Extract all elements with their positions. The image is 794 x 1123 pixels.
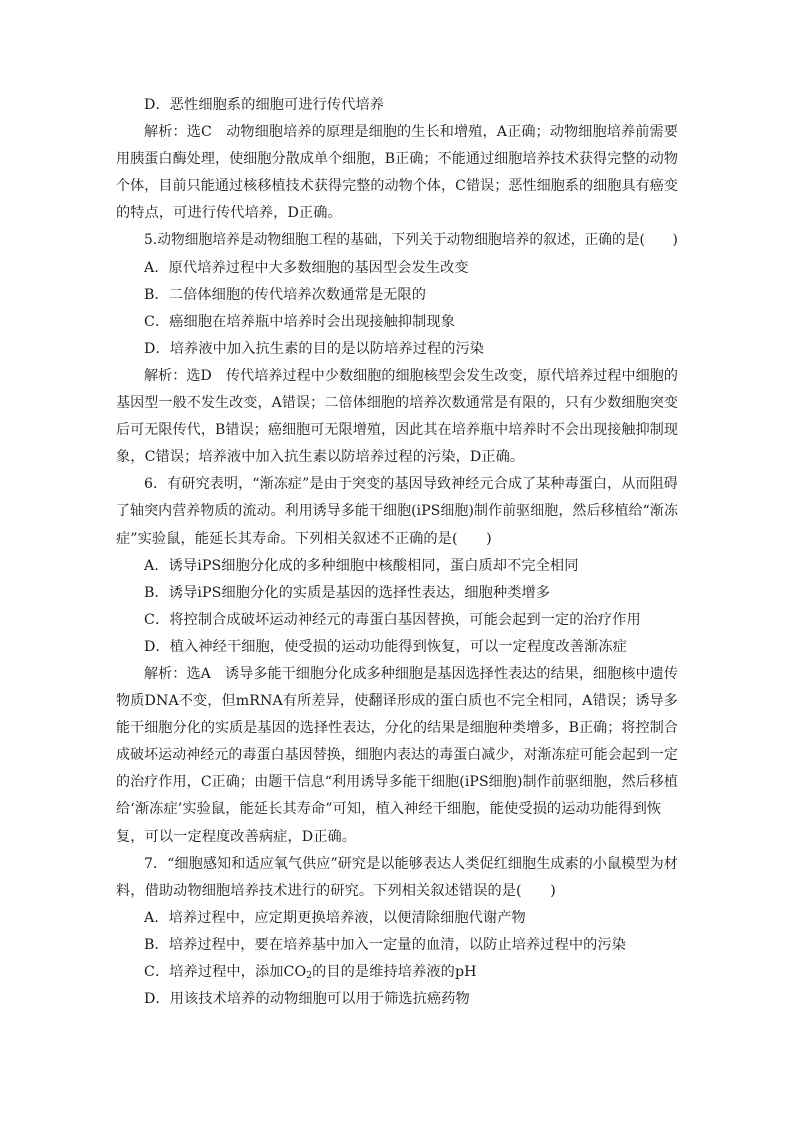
q7-option-c-text-after: 的目的是维持培养液的pH <box>312 964 477 980</box>
q5-analysis-line-1 <box>116 363 678 390</box>
q5-analysis-line-2 <box>116 390 678 417</box>
q6-analysis-line-5 <box>116 769 678 796</box>
q7-option-a: A．培养过程中，应定期更换培养液，以便清除细胞代谢产物 <box>144 909 526 926</box>
line-fit-wrapper: 5.动物细胞培养是动物细胞工程的基础，下列关于动物细胞培养的叙述，正确的是( ) <box>144 232 679 249</box>
line-fit-wrapper: 成破坏运动神经元的毒蛋白基因替换，细胞内表达的毒蛋白减少，对渐冻症可能会起到一定 <box>116 747 679 764</box>
q7-option-c-text-before: C．培养过程中，添加CO <box>144 964 307 980</box>
co2-subscript: 2 <box>306 971 313 981</box>
q6-stem-line-2 <box>116 498 678 525</box>
q6-analysis-line-6: 给‘渐冻症’实验鼠，能延长其寿命”可知，植入神经干细胞，能使受损的运动功能得到恢 <box>116 801 662 818</box>
q6-stem-line-3: 症”实验鼠，能延长其寿命。下列相关叙述不正确的是( ) <box>116 530 492 547</box>
q5-option-d: D．培养液中加入抗生素的目的是以防培养过程的污染 <box>144 340 485 357</box>
q6-option-a: A．诱导iPS细胞分化成的多种细胞中核酸相同，蛋白质却不完全相同 <box>144 557 579 574</box>
q6-option-c: C．将控制合成破坏运动神经元的毒蛋白基因替换，可能会起到一定的治疗作用 <box>144 611 641 628</box>
q4-option-d: D．恶性细胞系的细胞可进行传代培养 <box>144 97 385 113</box>
line-fit-wrapper: 7．“细胞感知和适应氧气供应”研究是以能够表达人类促红细胞生成素的小鼠模型为材 <box>144 855 678 872</box>
q6-analysis-line-4 <box>116 742 678 769</box>
document-page <box>116 92 678 1013</box>
line-fit-wrapper: 物质DNA不变，但mRNA有所差异，使翻译形成的蛋白质也不完全相同，A错误；诱导多 <box>116 693 679 710</box>
q5-option-b: B．二倍体细胞的传代培养次数通常是无限的 <box>144 286 426 303</box>
q6-stem-line-1 <box>116 471 678 498</box>
q4-analysis-line-3 <box>116 173 678 200</box>
q7-option-d: D．用该技术培养的动物细胞可以用于筛选抗癌药物 <box>144 991 470 1008</box>
q7-option-b: B．培养过程中，要在培养基中加入一定量的血清，以防止培养过程中的污染 <box>144 936 627 953</box>
q5-option-a: A．原代培养过程中大多数细胞的基因型会发生改变 <box>144 259 469 276</box>
line-fit-wrapper: 解析：选D 传代培养过程中少数细胞的细胞核型会发生改变，原代培养过程中细胞的 <box>144 367 679 384</box>
q6-option-d: D．植入神经干细胞，使受损的运动功能得到恢复，可以一定程度改善渐冻症 <box>144 638 627 655</box>
line-fit-wrapper: 用胰蛋白酶处理，使细胞分散成单个细胞，B正确；不能通过细胞培养技术获得完整的动物 <box>116 151 679 168</box>
line-fit-wrapper: 解析：选C 动物细胞培养的原理是细胞的生长和增殖，A正确；动物细胞培养前需要 <box>144 124 678 141</box>
line-fit-wrapper: 6．有研究表明，“渐冻症”是由于突变的基因导致神经元合成了某种毒蛋白，从而阻碍 <box>144 476 678 493</box>
q5-option-c: C．癌细胞在培养瓶中培养时会出现接触抑制现象 <box>144 313 455 330</box>
q7-stem-line-2: 料，借助动物细胞培养技术进行的研究。下列相关叙述错误的是( ) <box>116 882 556 899</box>
q7-stem-line-1 <box>116 851 678 878</box>
line-fit-wrapper: 个体，目前只能通过核移植技术获得完整的动物个体，C错误；恶性细胞系的细胞具有癌变 <box>116 178 678 195</box>
line-fit-wrapper: 能干细胞分化的实质是基因的选择性表达，分化的结果是细胞种类增多，B正确；将控制合 <box>116 720 679 737</box>
q6-analysis-line-2 <box>116 688 678 715</box>
q5-stem <box>116 227 678 254</box>
line-fit-wrapper: 了轴突内营养物质的流动。利用诱导多能干细胞(iPS细胞)制作前驱细胞，然后移植给“渐冻 <box>116 503 679 520</box>
line-fit-wrapper: 后可无限传代，B错误；癌细胞可无限增殖，因此其在培养瓶中培养时不会出现接触抑制现 <box>116 422 679 439</box>
line-fit-wrapper: 的治疗作用，C正确；由题干信息“利用诱导多能干细胞(iPS细胞)制作前驱细胞，然后移植 <box>116 774 679 791</box>
line-fit-wrapper: 解析：选A 诱导多能干细胞分化成多种细胞是基因选择性表达的结果，细胞核中遗传 <box>144 665 678 682</box>
line-fit-wrapper: 基因型一般不发生改变，A错误；二倍体细胞的培养次数通常是有限的，只有少数细胞突变 <box>116 395 679 412</box>
q6-option-b: B．诱导iPS细胞分化的实质是基因的选择性表达，细胞种类增多 <box>144 584 551 601</box>
q4-analysis-line-1 <box>116 119 678 146</box>
q7-option-c <box>116 959 678 986</box>
q5-analysis-line-4: 象，C错误；培养液中加入抗生素以防培养过程的污染，D正确。 <box>116 449 525 466</box>
q4-analysis-line-2 <box>116 146 678 173</box>
q6-analysis-line-3 <box>116 715 678 742</box>
q4-analysis-line-4: 的特点，可进行传代培养，D正确。 <box>116 205 342 222</box>
q5-analysis-line-3 <box>116 417 678 444</box>
q6-analysis-line-1 <box>116 661 678 688</box>
q6-analysis-line-7: 复，可以一定程度改善病症，D正确。 <box>116 828 357 845</box>
